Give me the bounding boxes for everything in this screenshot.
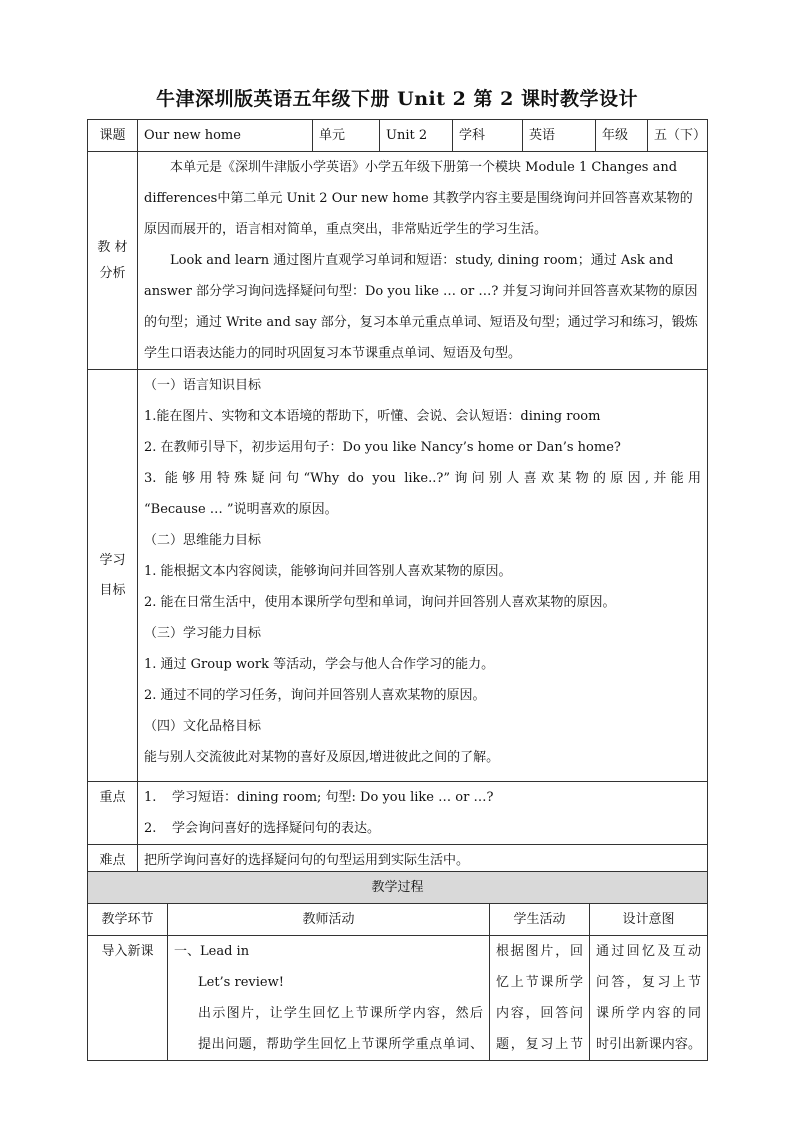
key-point-number: 1. — [144, 790, 157, 805]
key-point-item — [144, 782, 701, 813]
intent-line: 问答，复习上节 — [596, 975, 702, 990]
objective-line: 2. 能在日常生活中，使用本课所学句型和单词，询问并回答别人喜欢某物的原因。 — [144, 595, 616, 610]
unit-value: Unit 2 — [380, 120, 453, 152]
info-row — [88, 120, 708, 152]
key-points-label: 重点 — [88, 782, 138, 845]
key-point-number: 2. — [144, 821, 157, 836]
objective-line: “Because … ”说明喜欢的原因。 — [144, 502, 338, 517]
analysis-paragraph: 本单元是《深圳牛津版小学英语》小学五年级下册第一个模块 Module 1 Changes and differences中第二单元 Unit 2 Our new home 其教学内容主要是围绕询问并回答喜欢某物的原因而展开的，语言相对简单，重点突出，非常贴近学生的学习生活。 — [144, 160, 693, 237]
subject-label: 学科 — [453, 120, 523, 152]
document-title: 牛津深圳版英语五年级下册 Unit 2 第 2 课时教学设计 — [156, 88, 638, 110]
column-stage: 教学环节 — [88, 904, 168, 936]
objective-line: 1. 通过 Group work 等活动，学会与他人合作学习的能力。 — [144, 657, 495, 672]
key-points-row — [88, 782, 708, 845]
key-points-content — [138, 782, 708, 845]
teacher-line: 一、Lead in — [174, 944, 250, 959]
analysis-label — [88, 152, 138, 370]
intent-line: 通过回忆及互动 — [596, 944, 702, 959]
objective-line: 2. 通过不同的学习任务，询问并回答别人喜欢某物的原因。 — [144, 688, 486, 703]
key-point-text: 学会询问喜好的选择疑问句的表达。 — [172, 821, 381, 836]
objective-line: 1.能在图片、实物和文本语境的帮助下，听懂、会说、会认短语：dining room — [144, 409, 601, 424]
objectives-row — [88, 370, 708, 782]
column-student: 学生活动 — [490, 904, 590, 936]
process-columns-row — [88, 904, 708, 936]
objective-heading: （二）思维能力目标 — [144, 533, 262, 548]
student-line: 题，复习上节 — [496, 1037, 583, 1052]
topic-value: Our new home — [138, 120, 313, 152]
student-line: 根据图片，回 — [496, 944, 583, 959]
objectives-label — [88, 370, 138, 782]
process-header-row — [88, 872, 708, 904]
grade-label: 年级 — [596, 120, 648, 152]
objective-line: 2. 在教师引导下，初步运用句子：Do you like Nancy’s home or Dan’s home? — [144, 440, 621, 455]
analysis-label-text: 教 材 分析 — [97, 239, 128, 281]
key-point-item — [144, 813, 701, 844]
process-row — [88, 936, 708, 1061]
objective-line: 1. 能根据文本内容阅读，能够询问并回答别人喜欢某物的原因。 — [144, 564, 512, 579]
teacher-line: 提出问题，帮助学生回忆上节课所学重点单词、 — [198, 1037, 483, 1052]
column-teacher: 教师活动 — [168, 904, 490, 936]
objective-heading: （一）语言知识目标 — [144, 378, 262, 393]
intent-cell — [590, 936, 708, 1061]
analysis-paragraph: Look and learn 通过图片直观学习单词和短语：study, dining room；通过 Ask and answer 部分学习询问选择疑问句型：Do you like … or …? 并复习询问并回答喜欢某物的原因的句型；通过 Write and say 部分，复习本单元重点单词、短语及句型；通过学习和练习，锻炼学生口语表达能力的同时巩固复习本节课重点单词、短语及句型。 — [144, 253, 698, 361]
key-point-text: 学习短语：dining room; 句型: Do you like … or …? — [172, 790, 494, 805]
student-cell — [490, 936, 590, 1061]
analysis-content — [138, 152, 708, 370]
process-header: 教学过程 — [88, 872, 708, 904]
student-line: 忆上节课所学 — [496, 975, 583, 990]
analysis-row — [88, 152, 708, 370]
unit-label: 单元 — [313, 120, 380, 152]
intent-line: 时引出新课内容。 — [596, 1037, 702, 1052]
stage-cell: 导入新课 — [88, 936, 168, 1061]
teacher-line: 出示图片，让学生回忆上节课所学内容，然后 — [198, 1006, 483, 1021]
objective-line: 3. 能够用特殊疑问句“Why do you like..?”询问别人喜欢某物的原因,并能用 — [144, 471, 701, 486]
objectives-label-text: 学习 目标 — [99, 552, 126, 598]
column-intent: 设计意图 — [590, 904, 708, 936]
lesson-plan-table — [87, 119, 708, 877]
difficulty-label: 难点 — [88, 845, 138, 877]
teacher-line: Let’s review! — [198, 975, 284, 990]
objective-heading: （三）学习能力目标 — [144, 626, 262, 641]
difficulty-text: 把所学询问喜好的选择疑问句的句型运用到实际生活中。 — [138, 845, 708, 877]
teacher-cell — [168, 936, 490, 1061]
process-table — [87, 871, 708, 1061]
objective-heading: （四）文化品格目标 — [144, 719, 262, 734]
objective-line: 能与别人交流彼此对某物的喜好及原因,增进彼此之间的了解。 — [144, 750, 500, 765]
intent-line: 课所学内容的同 — [596, 1006, 702, 1021]
student-line: 内容，回答问 — [496, 1006, 583, 1021]
objectives-content — [138, 370, 708, 782]
grade-value: 五（下） — [648, 120, 708, 152]
subject-value: 英语 — [523, 120, 596, 152]
topic-label: 课题 — [88, 120, 138, 152]
